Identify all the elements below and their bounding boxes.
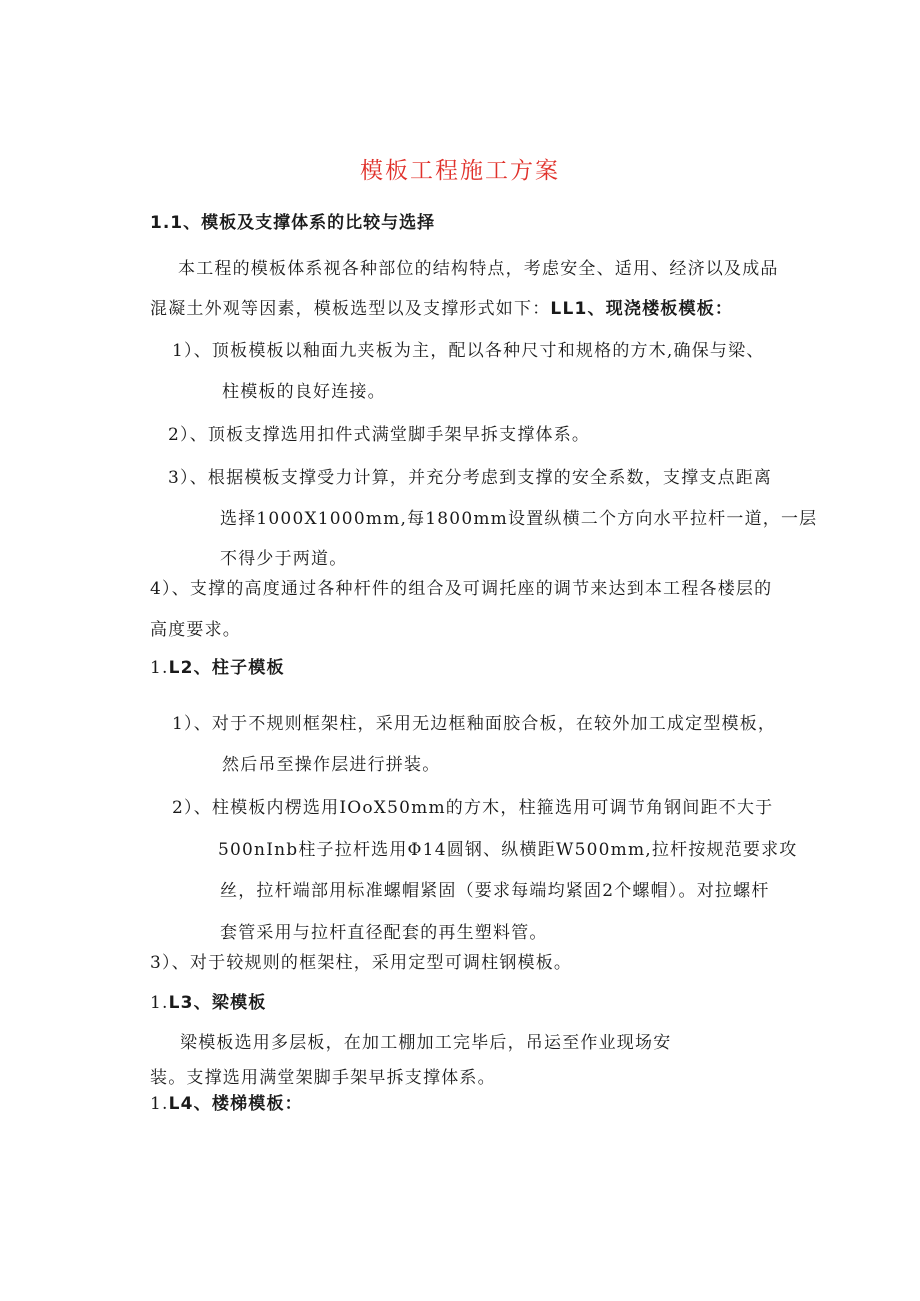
- item-1-line-2: 柱模板的良好连接。: [222, 382, 386, 402]
- section-heading-1-3: [150, 992, 267, 1014]
- item-4-line-2: 高度要求。: [150, 620, 241, 640]
- section-heading-1-3-prefix: 1.: [150, 993, 169, 1013]
- intro-line-1: 本工程的模板体系视各种部位的结构特点，考虑安全、适用、经济以及成品: [178, 259, 779, 279]
- intro-line-2: [150, 298, 733, 320]
- document-title: 模板工程施工方案: [360, 158, 560, 184]
- column-item-2-line-4: 套管采用与拉杆直径配套的再生塑料管。: [220, 923, 548, 943]
- item-3-line-3: 不得少于两道。: [220, 549, 348, 569]
- item-2-line-1: 2）、顶板支撑选用扣件式满堂脚手架早拆支撑体系。: [168, 425, 591, 445]
- column-item-2-line-3: 丝，拉杆端部用标准螺帽紧固（要求每端均紧固2个螺帽）。对拉螺杆: [220, 881, 770, 901]
- subsection-heading-1-1-1: LL1、现浇楼板模板：: [550, 299, 734, 319]
- section-heading-1-2: [150, 657, 285, 679]
- section-heading-1-4-prefix: 1.: [150, 1094, 169, 1114]
- item-4-line-1: 4）、支撑的高度通过各种杆件的组合及可调托座的调节来达到本工程各楼层的: [150, 579, 773, 599]
- column-item-2-line-1: 2）、柱模板内楞选用IOoX50mm的方木，柱箍选用可调节角钢间距不大于: [172, 798, 774, 818]
- column-item-1-line-2: 然后吊至操作层进行拼装。: [222, 755, 441, 775]
- beam-paragraph-line-1: 梁模板选用多层板，在加工棚加工完毕后，吊运至作业现场安: [180, 1033, 672, 1053]
- section-heading-1-1: 1.1、模板及支撑体系的比较与选择: [150, 213, 436, 233]
- section-heading-1-3-title: L3、梁模板: [168, 993, 267, 1013]
- section-heading-1-4: [150, 1093, 303, 1115]
- section-heading-1-2-prefix: 1.: [150, 658, 169, 678]
- column-item-1-line-1: 1）、对于不规则框架柱，采用无边框釉面胶合板，在较外加工成定型模板，: [172, 714, 777, 734]
- column-item-3-line-1: 3）、对于较规则的框架柱，采用定型可调柱钢模板。: [150, 953, 573, 973]
- section-heading-1-4-title: L4、楼梯模板：: [168, 1094, 303, 1114]
- item-3-line-1: 3）、根据模板支撑受力计算，并充分考虑到支撑的安全系数，支撑支点距离: [168, 468, 773, 488]
- column-item-2-line-2: 500nInb柱子拉杆选用Φ14圆钢、纵横距W500mm,拉杆按规范要求攻: [218, 840, 798, 860]
- beam-paragraph-line-2: 装。支撑选用满堂架脚手架早拆支撑体系。: [150, 1068, 496, 1088]
- item-1-line-1: 1）、顶板模板以釉面九夹板为主，配以各种尺寸和规格的方木,确保与梁、: [172, 341, 765, 361]
- intro-line-2-text: 混凝土外观等因素，模板选型以及支撑形式如下：: [150, 299, 551, 319]
- item-3-line-2: 选择1000X1000mm,每1800mm设置纵横二个方向水平拉杆一道，一层: [220, 509, 818, 529]
- section-heading-1-2-title: L2、柱子模板: [168, 658, 285, 678]
